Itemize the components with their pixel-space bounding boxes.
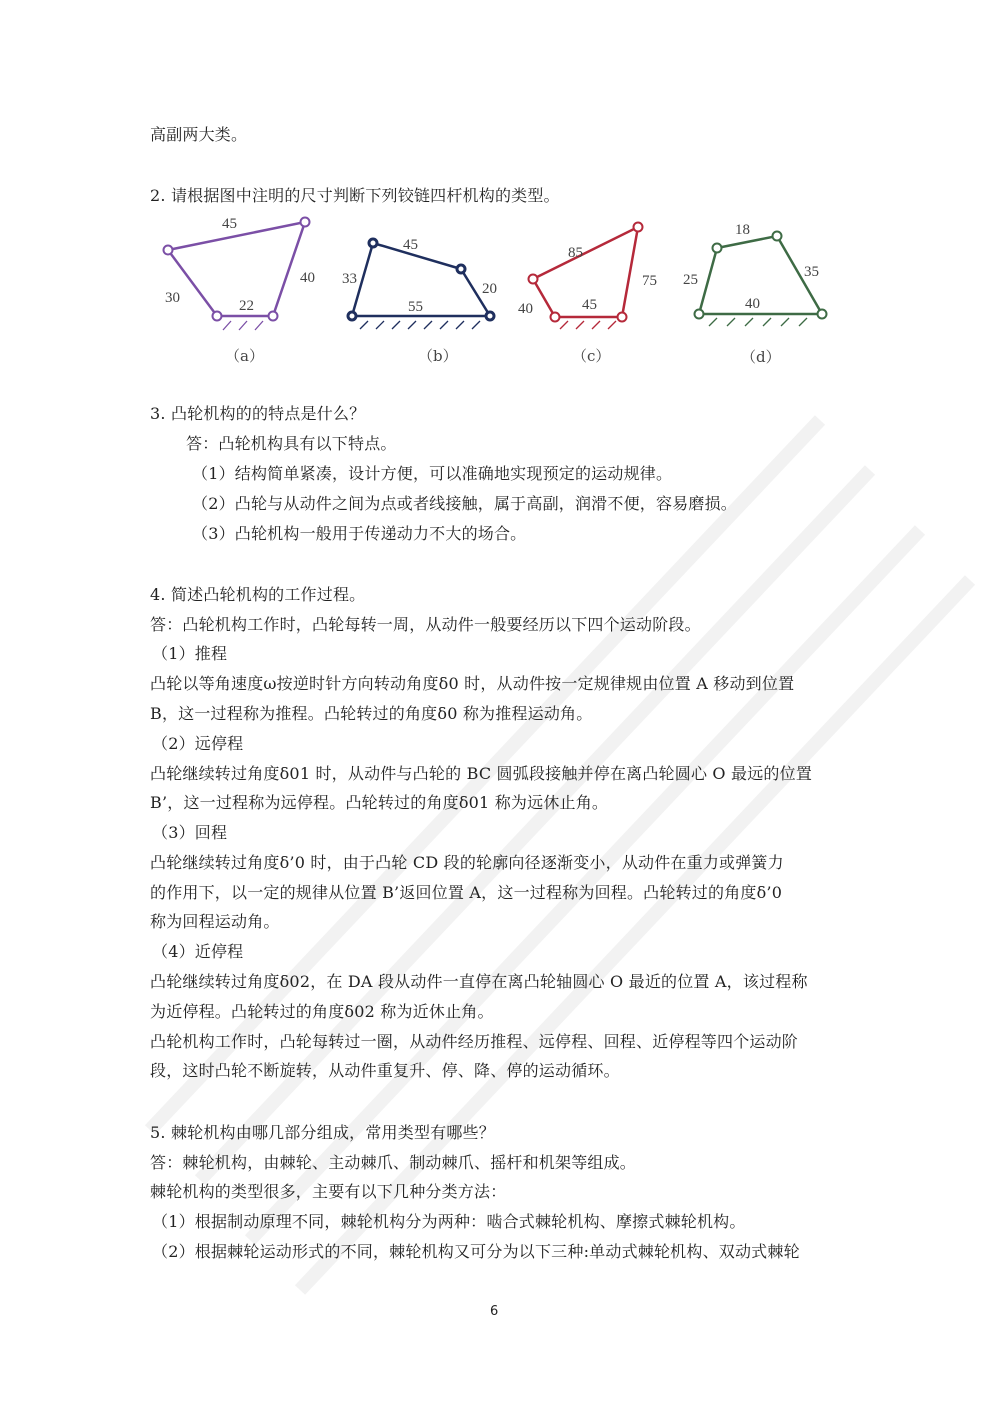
q4-stage2-line-1: 凸轮继续转过角度δ01 时，从动件与凸轮的 BC 圆弧段接触并停在离凸轮圆心 O 最远的位置 xyxy=(150,764,813,783)
dim-top: 45 xyxy=(222,216,237,232)
four-bar-linkage-b xyxy=(340,225,505,340)
four-bar-linkage-d xyxy=(683,220,843,340)
q4-stage4-line-2: 为近停程。凸轮转过的角度δ02 称为近休止角。 xyxy=(150,1002,494,1021)
q5-point-1: （1）根据制动原理不同，棘轮机构分为两种：啮合式棘轮机构、摩擦式棘轮机构。 xyxy=(152,1212,746,1231)
q4-stage3-line-3: 称为回程运动角。 xyxy=(150,912,280,931)
q4-title: 4. 简述凸轮机构的工作过程。 xyxy=(150,585,366,604)
q4-stage2-line-2: B’，这一过程称为远停程。凸轮转过的角度δ01 称为远休止角。 xyxy=(150,793,609,812)
dim-left: 25 xyxy=(683,272,698,288)
page-number: 6 xyxy=(490,1304,499,1319)
dim-right: 20 xyxy=(482,281,497,297)
dim-top: 18 xyxy=(735,222,750,238)
dim-left: 40 xyxy=(518,301,533,317)
q3-title: 3. 凸轮机构的的特点是什么？ xyxy=(150,404,366,423)
dim-base: 55 xyxy=(408,299,423,315)
dim-left: 33 xyxy=(342,271,357,287)
figure-label-d: （d） xyxy=(741,348,781,366)
q4-stage4-line-1: 凸轮继续转过角度δ02，在 DA 段从动件一直停在离凸轮轴圆心 O 最近的位置 A，该过程称 xyxy=(150,972,808,991)
dim-left: 30 xyxy=(165,290,180,306)
q4-stage1-title: （1）推程 xyxy=(152,644,228,663)
four-bar-linkage-a xyxy=(155,210,335,340)
dim-right: 35 xyxy=(804,264,819,280)
dim-top: 45 xyxy=(403,237,418,253)
q4-answer-intro: 答：凸轮机构工作时，凸轮每转一周，从动件一般要经历以下四个运动阶段。 xyxy=(150,615,701,634)
four-bar-linkage-c xyxy=(512,215,672,340)
dim-right: 40 xyxy=(300,270,315,286)
q5-classification-intro: 棘轮机构的类型很多，主要有以下几种分类方法： xyxy=(150,1182,507,1201)
figure-label-a: （a） xyxy=(225,347,264,365)
q4-stage3-line-2: 的作用下，以一定的规律从位置 B’返回位置 A，这一过程称为回程。凸轮转过的角度δ’0 xyxy=(150,883,783,902)
dim-base: 40 xyxy=(745,296,760,312)
q5-point-2: （2）根据棘轮运动形式的不同，棘轮机构又可分为以下三种:单动式棘轮机构、双动式棘轮 xyxy=(152,1242,800,1261)
dim-top: 85 xyxy=(568,245,583,261)
q4-stage4-title: （4）近停程 xyxy=(152,942,244,961)
figure-label-b: （b） xyxy=(418,347,458,365)
q5-title: 5. 棘轮机构由哪几部分组成，常用类型有哪些？ xyxy=(150,1123,495,1142)
dim-right: 75 xyxy=(642,273,657,289)
figure-b xyxy=(340,225,505,370)
dim-base: 45 xyxy=(582,297,597,313)
q4-stage2-title: （2）远停程 xyxy=(152,734,244,753)
q3-answer-intro: 答：凸轮机构具有以下特点。 xyxy=(186,434,397,453)
continuation-text: 高副两大类。 xyxy=(150,125,248,144)
dim-base: 22 xyxy=(239,298,254,314)
q4-summary-line-1: 凸轮机构工作时，凸轮每转过一圈，从动件经历推程、远停程、回程、近停程等四个运动阶 xyxy=(150,1032,799,1051)
q3-point-3: （3）凸轮机构一般用于传递动力不大的场合。 xyxy=(192,524,527,543)
figure-d xyxy=(683,220,843,370)
q5-answer-intro: 答：棘轮机构，由棘轮、主动棘爪、制动棘爪、摇杆和机架等组成。 xyxy=(150,1153,637,1172)
q4-stage3-line-1: 凸轮继续转过角度δ’0 时，由于凸轮 CD 段的轮廓向径逐渐变小，从动件在重力或弹簧力 xyxy=(150,853,784,872)
figure-c xyxy=(512,215,672,370)
figure-a xyxy=(155,210,335,370)
q4-stage3-title: （3）回程 xyxy=(152,823,228,842)
q2-title: 2. 请根据图中注明的尺寸判断下列铰链四杆机构的类型。 xyxy=(150,186,560,205)
q4-stage1-line-1: 凸轮以等角速度ω按逆时针方向转动角度δ0 时，从动件按一定规律规由位置 A 移动到位置 xyxy=(150,674,795,693)
q4-stage1-line-2: B，这一过程称为推程。凸轮转过的角度δ0 称为推程运动角。 xyxy=(150,704,593,723)
q3-point-1: （1）结构简单紧凑，设计方便，可以准确地实现预定的运动规律。 xyxy=(192,464,673,483)
figure-label-c: （c） xyxy=(572,347,611,365)
q3-point-2: （2）凸轮与从动件之间为点或者线接触，属于高副，润滑不便，容易磨损。 xyxy=(192,494,737,513)
q4-summary-line-2: 段，这时凸轮不断旋转，从动件重复升、停、降、停的运动循环。 xyxy=(150,1061,620,1080)
